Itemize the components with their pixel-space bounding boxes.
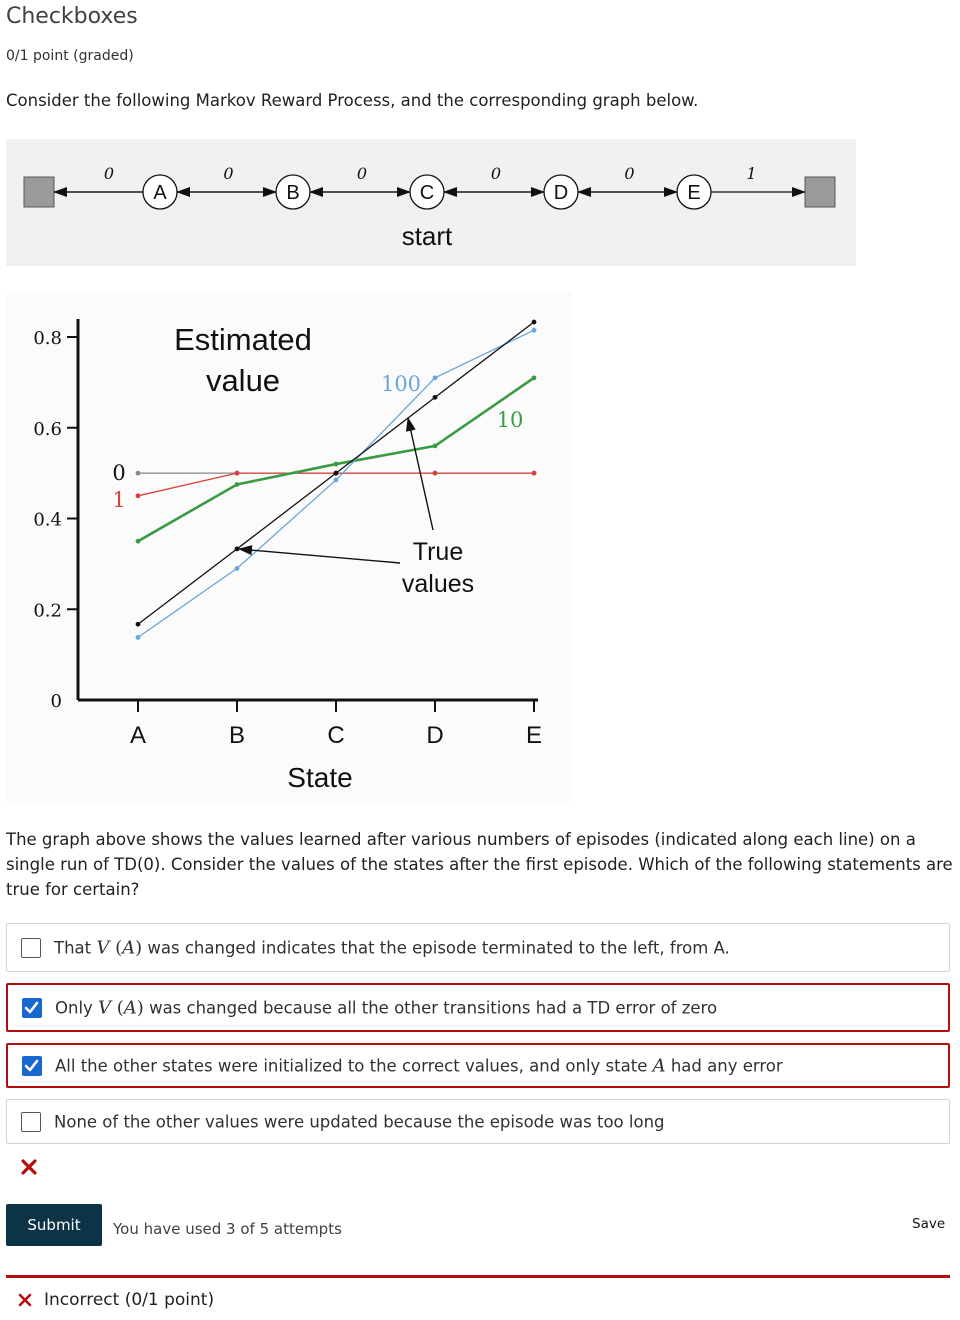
data-point xyxy=(433,471,438,476)
choice-option[interactable] xyxy=(6,923,950,972)
checkbox-checked[interactable] xyxy=(22,1056,42,1076)
true-values-arrow xyxy=(408,418,433,530)
checkbox-checked[interactable] xyxy=(22,998,42,1018)
x-axis-label: State xyxy=(287,762,353,793)
terminal-right xyxy=(805,177,835,207)
mrp-state-label: B xyxy=(286,182,300,204)
x-tick-label: E xyxy=(525,722,543,749)
problem-points: 0/1 point (graded) xyxy=(6,48,134,64)
mrp-start-label: start xyxy=(401,221,453,251)
mrp-reward: 0 xyxy=(624,164,635,183)
chart-title: Estimated value xyxy=(174,322,312,398)
choice-label xyxy=(55,997,717,1018)
y-tick-label: 0.2 xyxy=(33,600,62,622)
mrp-state-label: A xyxy=(153,182,167,204)
data-point xyxy=(334,471,339,476)
choice-text: was changed indicates that the episode terminated to the left, from A. xyxy=(142,938,730,957)
checkbox-unchecked[interactable] xyxy=(21,1112,41,1132)
true-values-arrow xyxy=(239,549,400,563)
data-point xyxy=(136,635,141,640)
mrp-reward: 1 xyxy=(746,164,757,183)
y-tick-label: 0 xyxy=(50,691,62,712)
submit-button[interactable]: Submit xyxy=(6,1204,102,1246)
x-tick-label: A xyxy=(129,722,147,749)
choice-text: had any error xyxy=(665,1056,783,1075)
y-tick-label: 0.6 xyxy=(33,418,62,440)
choice-option[interactable] xyxy=(6,1099,950,1144)
series-line-10 xyxy=(138,378,534,541)
choice-text: Only xyxy=(55,998,99,1017)
series-label-100: 100 xyxy=(380,372,422,396)
data-point xyxy=(136,471,141,476)
data-point xyxy=(334,478,339,483)
mrp-diagram xyxy=(6,139,856,266)
choice-math: V (A) xyxy=(96,937,143,958)
choice-label xyxy=(54,937,730,958)
data-point xyxy=(235,482,240,487)
choice-label xyxy=(55,1055,783,1076)
problem-title: Checkboxes xyxy=(6,4,138,29)
y-tick-label: 0.4 xyxy=(33,509,62,531)
choice-text: That xyxy=(54,938,97,957)
mrp-state-label: C xyxy=(419,182,435,204)
checkmark-icon xyxy=(24,1000,39,1015)
choice-label xyxy=(54,1112,665,1131)
data-point xyxy=(433,444,438,449)
y-tick-label: 0.8 xyxy=(33,328,62,349)
terminal-left xyxy=(24,177,54,207)
attempts-text: You have used 3 of 5 attempts xyxy=(113,1220,342,1238)
data-point xyxy=(235,566,240,571)
x-tick-label: B xyxy=(228,722,246,749)
choice-option[interactable] xyxy=(6,983,950,1032)
choice-option[interactable] xyxy=(6,1043,950,1088)
mrp-reward: 0 xyxy=(103,164,115,183)
series-label-1: 1 xyxy=(112,487,126,512)
problem-intro: Consider the following Markov Reward Process, and the corresponding graph below. xyxy=(6,91,699,110)
data-point xyxy=(235,471,240,476)
value-chart-svg xyxy=(6,292,572,802)
choice-text: None of the other values were updated because the episode was too long xyxy=(54,1112,665,1131)
x-tick-label: C xyxy=(327,722,345,749)
mrp-diagram-svg xyxy=(6,139,856,266)
data-point xyxy=(136,622,141,627)
data-point xyxy=(235,547,240,552)
data-point xyxy=(532,375,537,380)
series-line-1 xyxy=(138,473,534,496)
question-text: The graph above shows the values learned after various numbers of episodes (indicated along each line) on a single run of TD(0). Consider the values of the states after the first episode. Which of the following statements are true for certain? xyxy=(6,830,953,899)
result-notification xyxy=(18,1290,214,1310)
incorrect-icon xyxy=(20,1158,38,1180)
true-values-annotation: True values xyxy=(401,538,475,598)
choice-math: V (A) xyxy=(98,997,144,1018)
data-point xyxy=(532,471,537,476)
data-point xyxy=(532,320,537,325)
incorrect-notification-icon xyxy=(18,1293,32,1307)
checkbox-unchecked[interactable] xyxy=(21,938,41,958)
notification-divider xyxy=(6,1275,950,1278)
x-tick-label: D xyxy=(426,722,444,749)
series-label-0: 0 xyxy=(112,461,126,486)
series-label-10: 10 xyxy=(496,408,524,432)
mrp-reward: 0 xyxy=(356,164,368,183)
choice-text: All the other states were initialized to the correct values, and only state xyxy=(55,1056,653,1075)
choice-math: A xyxy=(652,1055,666,1076)
series-line-100 xyxy=(138,330,534,637)
mrp-state-label: D xyxy=(553,182,569,204)
result-text: Incorrect (0/1 point) xyxy=(44,1290,215,1310)
save-button[interactable]: Save xyxy=(912,1216,946,1232)
checkmark-icon xyxy=(24,1058,39,1073)
data-point xyxy=(136,493,141,498)
data-point xyxy=(433,395,438,400)
data-point xyxy=(532,328,537,333)
data-point xyxy=(136,539,141,544)
mrp-reward: 0 xyxy=(223,164,234,183)
choice-text: was changed because all the other transitions had a TD error of zero xyxy=(143,998,718,1017)
mrp-reward: 0 xyxy=(490,164,502,183)
data-point xyxy=(433,375,438,380)
data-point xyxy=(334,462,339,467)
value-chart xyxy=(6,292,572,802)
mrp-state-label: E xyxy=(687,182,701,204)
